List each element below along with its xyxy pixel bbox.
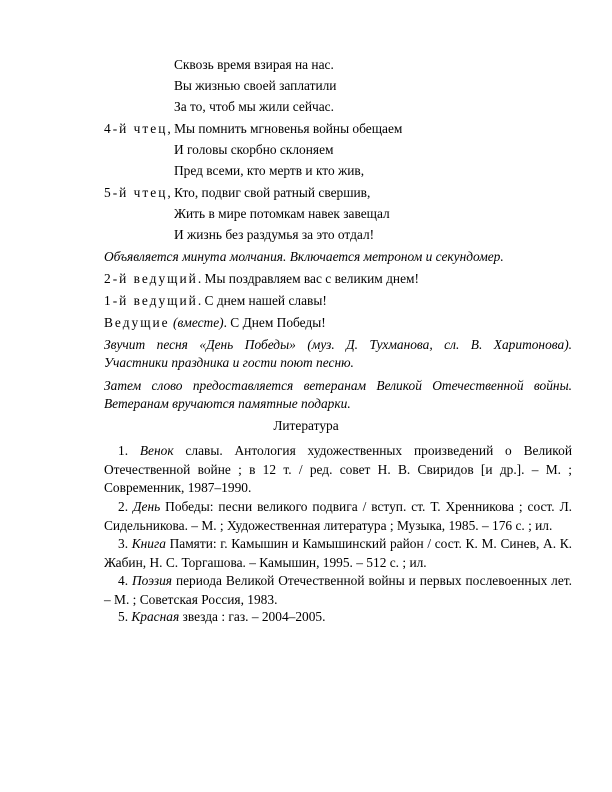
host2-label: 2-й ведущий (104, 271, 198, 286)
host1-text: . С днем нашей славы! (197, 293, 327, 308)
stage-direction-song: Звучит песня «День Победы» (муз. Д. Тухманова, сл. В. Харитонова). (104, 337, 572, 352)
stage-direction-song-2: Участники праздника и гости поют песню. (104, 355, 354, 370)
literature-heading: Литература (273, 418, 339, 433)
hosts-line (104, 315, 326, 331)
reader5-line (104, 185, 370, 201)
stage-direction-veterans-2: Ветеранам вручаются памятные подарки. (104, 396, 351, 411)
lit-text: славы. Антология художественных произведений о Великой Отечественной войне ; в 12 т. / ред. совет Н. В. Свиридов [и др.]. – М. ; Современник, 1987–1990. (104, 443, 572, 495)
lit-num: 1. (118, 443, 140, 458)
literature-item-3 (104, 535, 572, 572)
literature-item-5 (118, 609, 325, 625)
lit-num: 2. (118, 499, 133, 514)
poem-line: За то, чтоб мы жили сейчас. (174, 99, 334, 114)
stage-direction-silence: Объявляется минута молчания. Включается метроном и секундомер. (104, 249, 504, 264)
lit-text: звезда : газ. – 2004–2005. (179, 609, 326, 624)
reader4-label: 4-й чтец (104, 121, 168, 136)
hosts-text: . С Днем Победы! (223, 315, 326, 330)
lit-text: периода Великой Отечественной войны и первых послевоенных лет. – М. ; Советская Россия, 1983. (104, 573, 573, 607)
lit-title: День (133, 499, 161, 514)
lit-title: Венок (139, 443, 174, 458)
literature-item-2 (104, 498, 572, 535)
lit-title: Красная (131, 609, 180, 624)
host2-line (104, 271, 419, 287)
lit-num: 3. (118, 536, 132, 551)
lit-title: Книга (131, 536, 166, 551)
lit-title: Поэзия (131, 573, 173, 588)
hosts-label: Ведущие (104, 315, 170, 330)
poem-line: Вы жизнью своей заплатили (174, 78, 337, 93)
poem-line: Пред всеми, кто мертв и кто жив, (174, 163, 365, 178)
lit-num: 5. (118, 609, 132, 624)
reader5-text: , Кто, подвиг свой ратный свершив, (167, 185, 371, 200)
hosts-together: (вместе) (173, 315, 224, 330)
stage-direction-veterans: Затем слово предоставляется ветеранам Великой Отечественной войны. (104, 378, 572, 393)
literature-item-4 (104, 572, 572, 609)
reader4-line (104, 121, 402, 137)
host1-line (104, 293, 327, 309)
lit-num: 4. (118, 573, 132, 588)
literature-item-1 (104, 442, 572, 498)
poem-line: И головы скорбно склоняем (174, 142, 334, 157)
poem-line: Сквозь время взирая на нас. (174, 57, 334, 72)
lit-text: Победы: песни великого подвига / вступ. ст. Т. Хренникова ; сост. Л. Сидельникова. – М. ; Художественная литература ; Музыка, 1985. – 176 с. ; ил. (104, 499, 573, 533)
host1-label: 1-й ведущий (104, 293, 198, 308)
poem-line: И жизнь без раздумья за это отдал! (174, 227, 375, 242)
host2-text: . Мы поздравляем вас с великим днем! (197, 271, 419, 286)
poem-line: Жить в мире потомкам навек завещал (174, 206, 390, 221)
reader5-label: 5-й чтец (104, 185, 168, 200)
reader4-text: , Мы помнить мгновенья войны обещаем (167, 121, 403, 136)
lit-text: Памяти: г. Камышин и Камышинский район / сост. К. М. Синев, А. К. Жабин, Н. С. Торгашова. – Камышин, 1995. – 512 с. ; ил. (104, 536, 573, 570)
